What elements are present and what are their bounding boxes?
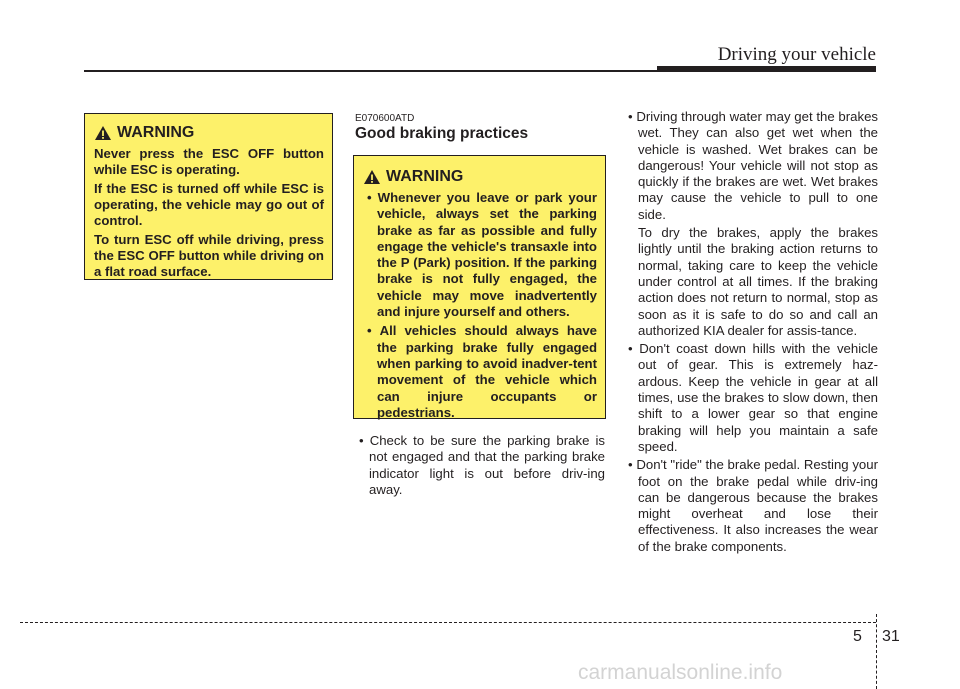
section-code: E070600ATD (355, 113, 415, 124)
footer-divider (876, 614, 877, 689)
mid-bullet-list (355, 433, 605, 500)
list-item-paragraph: To dry the brakes, apply the brakes lightly until the braking action returns to normal, taking care to keep the vehicle under control at all times. If the braking action does not return to normal, stop as soon as it is safe to do so and call an authorized KIA dealer for assis-tance. (638, 225, 878, 338)
warning-box-esc (84, 113, 333, 280)
warning-heading-text: WARNING (386, 168, 464, 185)
list-item: • Don't coast down hills with the vehicle out of gear. This is extremely haz-ardous. Keep the vehicle in gear at all times, use the brakes to slow down, then shift to a lower gear so that engine braking will help you maintain a safe speed. (628, 341, 878, 454)
section-title: Good braking practices (355, 125, 529, 142)
warning-paragraph: To turn ESC off while driving, press the ESC OFF button while driving on a flat road surface. (94, 232, 324, 279)
warning-bullet: • Whenever you leave or park your vehicle, always set the parking brake as far as possible and fully engage the vehicle's transaxle into the P (Park) position. If the parking brake is not fully engaged, the vehicle may move inadvertently and injure yourself and others. (367, 190, 597, 320)
page-number: 31 (882, 628, 900, 645)
warning-paragraph: If the ESC is turned off while ESC is operating, the vehicle may go out of control. (94, 181, 324, 228)
warning-triangle-icon (94, 125, 112, 141)
warning-bullet: • All vehicles should always have the parking brake fully engaged when parking to avoid inadver-tent movement of the vehicle which can injure occupants or pedestrians. (367, 323, 597, 420)
warning-box-parking-brake (353, 155, 606, 419)
list-item: • Driving through water may get the brakes wet. They can also get wet when the vehicle is washed. Wet brakes can be dangerous! Your vehicle will not stop as quickly if the brakes are wet. Wet brakes may cause the vehicle to pull to one side. To dry the brakes, apply the brakes lightly until the braking action returns to normal, taking care to keep the vehicle under control at all times. If the braking action does not return to normal, stop as soon as it is safe to do so and call an authorized KIA dealer for assis-tance. (628, 109, 879, 338)
header-title: Driving your vehicle (717, 44, 876, 65)
warning-paragraph: Never press the ESC OFF button while ESC is operating. (94, 146, 324, 177)
footer-rule (20, 622, 876, 623)
warning-heading (94, 124, 324, 142)
warning-heading-text: WARNING (117, 124, 195, 141)
warning-triangle-icon (363, 169, 381, 185)
chapter-number: 5 (853, 628, 862, 645)
right-bullet-list (624, 109, 878, 557)
warning-heading (363, 168, 597, 186)
warning-bullet-list (363, 190, 597, 421)
list-item: • Don't "ride" the brake pedal. Resting your foot on the brake pedal while driv-ing can be dangerous because the brakes might overheat and lose their effectiveness. It also increases the wear of the brake components. (628, 457, 878, 554)
list-item: • Check to be sure the parking brake is not engaged and that the parking brake indicator light is out before driv-ing away. (359, 433, 606, 497)
header-rule-thick (657, 66, 876, 72)
watermark: carmanualsonline.info (578, 661, 783, 684)
